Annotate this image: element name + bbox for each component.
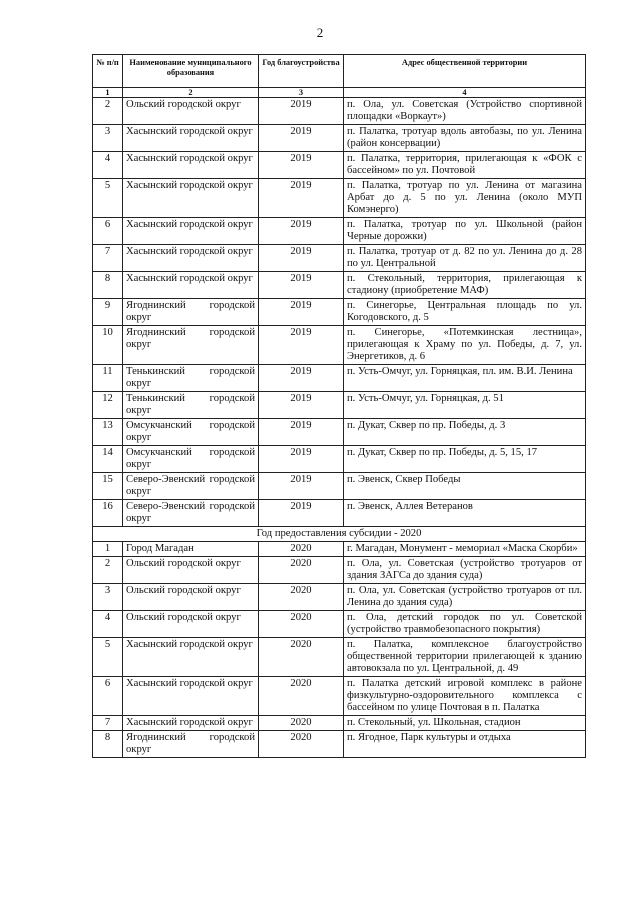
municipality-name: Хасынский городской округ: [123, 125, 259, 152]
row-number: 8: [93, 272, 123, 299]
territories-table: [92, 54, 586, 758]
municipality-name: Омсукчанский городской округ: [123, 446, 259, 473]
column-index: 4: [344, 88, 586, 98]
table-row: [93, 557, 586, 584]
row-number: 6: [93, 677, 123, 716]
row-number: 2: [93, 557, 123, 584]
row-number: 3: [93, 584, 123, 611]
improvement-year: 2020: [259, 677, 344, 716]
improvement-year: 2019: [259, 152, 344, 179]
improvement-year: 2019: [259, 245, 344, 272]
table-row: [93, 473, 586, 500]
municipality-name: Северо-Эвенский городской округ: [123, 500, 259, 527]
territory-address: п. Эвенск, Сквер Победы: [344, 473, 586, 500]
column-index: 2: [123, 88, 259, 98]
municipality-name: Ягоднинский городской округ: [123, 731, 259, 758]
row-number: 6: [93, 218, 123, 245]
municipality-name: Хасынский городской округ: [123, 272, 259, 299]
improvement-year: 2020: [259, 731, 344, 758]
municipality-name: Ольский городской округ: [123, 98, 259, 125]
row-number: 16: [93, 500, 123, 527]
territory-address: г. Магадан, Монумент - мемориал «Маска Скорби»: [344, 542, 586, 557]
row-number: 15: [93, 473, 123, 500]
row-number: 7: [93, 245, 123, 272]
territory-address: п. Палатка, тротуар по ул. Ленина от магазина Арбат до д. 5 по ул. Ленина (около МУП Комэнерго): [344, 179, 586, 218]
table-row: [93, 125, 586, 152]
row-number: 8: [93, 731, 123, 758]
improvement-year: 2020: [259, 716, 344, 731]
row-number: 13: [93, 419, 123, 446]
row-number: 14: [93, 446, 123, 473]
header-number: № п/п: [93, 55, 123, 88]
territory-address: п. Дукат, Сквер по пр. Победы, д. 3: [344, 419, 586, 446]
table-row: [93, 326, 586, 365]
improvement-year: 2020: [259, 611, 344, 638]
row-number: 4: [93, 152, 123, 179]
municipality-name: Хасынский городской округ: [123, 152, 259, 179]
municipality-name: Ягоднинский городской округ: [123, 326, 259, 365]
table-row: [93, 98, 586, 125]
column-index: 1: [93, 88, 123, 98]
table-row: [93, 542, 586, 557]
territory-address: п. Палатка детский игровой комплекс в районе физкультурно-оздоровительного комплекса с бассейном по улице Почтовая в п. Палатка: [344, 677, 586, 716]
territory-address: п. Ола, ул. Советская (устройство тротуаров от пл. Ленина до здания суда): [344, 584, 586, 611]
improvement-year: 2019: [259, 446, 344, 473]
column-index: 3: [259, 88, 344, 98]
territory-address: п. Палатка, территория, прилегающая к «ФОК с бассейном» по ул. Почтовой: [344, 152, 586, 179]
territory-address: п. Ола, детский городок по ул. Советской (устройство травмобезопасного покрытия): [344, 611, 586, 638]
municipality-name: Омсукчанский городской округ: [123, 419, 259, 446]
improvement-year: 2019: [259, 500, 344, 527]
improvement-year: 2020: [259, 638, 344, 677]
row-number: 1: [93, 542, 123, 557]
municipality-name: Хасынский городской округ: [123, 716, 259, 731]
territory-address: п. Ола, ул. Советская (Устройство спортивной площадки «Воркаут»): [344, 98, 586, 125]
table-row: [93, 638, 586, 677]
territory-address: п. Палатка, тротуар вдоль автобазы, по ул. Ленина (район консервации): [344, 125, 586, 152]
improvement-year: 2019: [259, 98, 344, 125]
improvement-year: 2019: [259, 179, 344, 218]
table-row: [93, 446, 586, 473]
territory-address: п. Палатка, тротуар от д. 82 по ул. Ленина до д. 28 по ул. Центральной: [344, 245, 586, 272]
header-year: Год благоустройства: [259, 55, 344, 88]
municipality-name: Ягоднинский городской округ: [123, 299, 259, 326]
table-row: [93, 731, 586, 758]
table-row: [93, 152, 586, 179]
row-number: 10: [93, 326, 123, 365]
table-row: [93, 365, 586, 392]
table-row: [93, 716, 586, 731]
improvement-year: 2019: [259, 419, 344, 446]
table-row: [93, 392, 586, 419]
table-row: [93, 611, 586, 638]
row-number: 11: [93, 365, 123, 392]
header-address: Адрес общественной территории: [344, 55, 586, 88]
row-number: 5: [93, 638, 123, 677]
municipality-name: Хасынский городской округ: [123, 245, 259, 272]
municipality-name: Тенькинский городской округ: [123, 365, 259, 392]
municipality-name: Хасынский городской округ: [123, 218, 259, 245]
municipality-name: Тенькинский городской округ: [123, 392, 259, 419]
territory-address: п. Синегорье, Центральная площадь по ул. Когодовского, д. 5: [344, 299, 586, 326]
territory-address: п. Стекольный, ул. Школьная, стадион: [344, 716, 586, 731]
row-number: 3: [93, 125, 123, 152]
table-row: [93, 179, 586, 218]
territory-address: п. Палатка, комплексное благоустройство общественной территории прилегающей к зданию автовокзала по ул. Центральной, д. 49: [344, 638, 586, 677]
territory-address: п. Усть-Омчуг, ул. Горняцкая, пл. им. В.И. Ленина: [344, 365, 586, 392]
table-header-row: [93, 55, 586, 88]
header-municipality: Наименование муниципального образования: [123, 55, 259, 88]
column-index-row: [93, 88, 586, 98]
municipality-name: Хасынский городской округ: [123, 638, 259, 677]
municipality-name: Северо-Эвенский городской округ: [123, 473, 259, 500]
municipality-name: Хасынский городской округ: [123, 677, 259, 716]
territory-address: п. Эвенск, Аллея Ветеранов: [344, 500, 586, 527]
improvement-year: 2020: [259, 584, 344, 611]
municipality-name: Ольский городской округ: [123, 584, 259, 611]
row-number: 2: [93, 98, 123, 125]
table-row: [93, 677, 586, 716]
territory-address: п. Стекольный, территория, прилегающая к стадиону (приобретение МАФ): [344, 272, 586, 299]
page-number: 2: [316, 25, 324, 40]
section-title: Год предоставления субсидии - 2020: [93, 527, 586, 542]
table-row: [93, 272, 586, 299]
table-row: [93, 218, 586, 245]
improvement-year: 2019: [259, 299, 344, 326]
row-number: 5: [93, 179, 123, 218]
improvement-year: 2019: [259, 125, 344, 152]
municipality-name: Ольский городской округ: [123, 611, 259, 638]
improvement-year: 2019: [259, 218, 344, 245]
row-number: 9: [93, 299, 123, 326]
table-row: [93, 500, 586, 527]
territory-address: п. Синегорье, «Потемкинская лестница», прилегающая к Храму по ул. Победы, д. 7, ул. Энергетиков, д. 6: [344, 326, 586, 365]
territory-address: п. Палатка, тротуар по ул. Школьной (район Черные дорожки): [344, 218, 586, 245]
improvement-year: 2020: [259, 542, 344, 557]
improvement-year: 2019: [259, 392, 344, 419]
territory-address: п. Дукат, Сквер по пр. Победы, д. 5, 15, 17: [344, 446, 586, 473]
improvement-year: 2019: [259, 365, 344, 392]
section-row: [93, 527, 586, 542]
improvement-year: 2019: [259, 326, 344, 365]
territory-address: п. Ола, ул. Советская (устройство тротуаров от здания ЗАГСа до здания суда): [344, 557, 586, 584]
table-row: [93, 419, 586, 446]
table-row: [93, 245, 586, 272]
table-row: [93, 584, 586, 611]
improvement-year: 2019: [259, 272, 344, 299]
municipality-name: Хасынский городской округ: [123, 179, 259, 218]
row-number: 4: [93, 611, 123, 638]
municipality-name: Город Магадан: [123, 542, 259, 557]
table-row: [93, 299, 586, 326]
improvement-year: 2020: [259, 557, 344, 584]
territory-address: п. Усть-Омчуг, ул. Горняцкая, д. 51: [344, 392, 586, 419]
row-number: 12: [93, 392, 123, 419]
territory-address: п. Ягодное, Парк культуры и отдыха: [344, 731, 586, 758]
row-number: 7: [93, 716, 123, 731]
improvement-year: 2019: [259, 473, 344, 500]
municipality-name: Ольский городской округ: [123, 557, 259, 584]
